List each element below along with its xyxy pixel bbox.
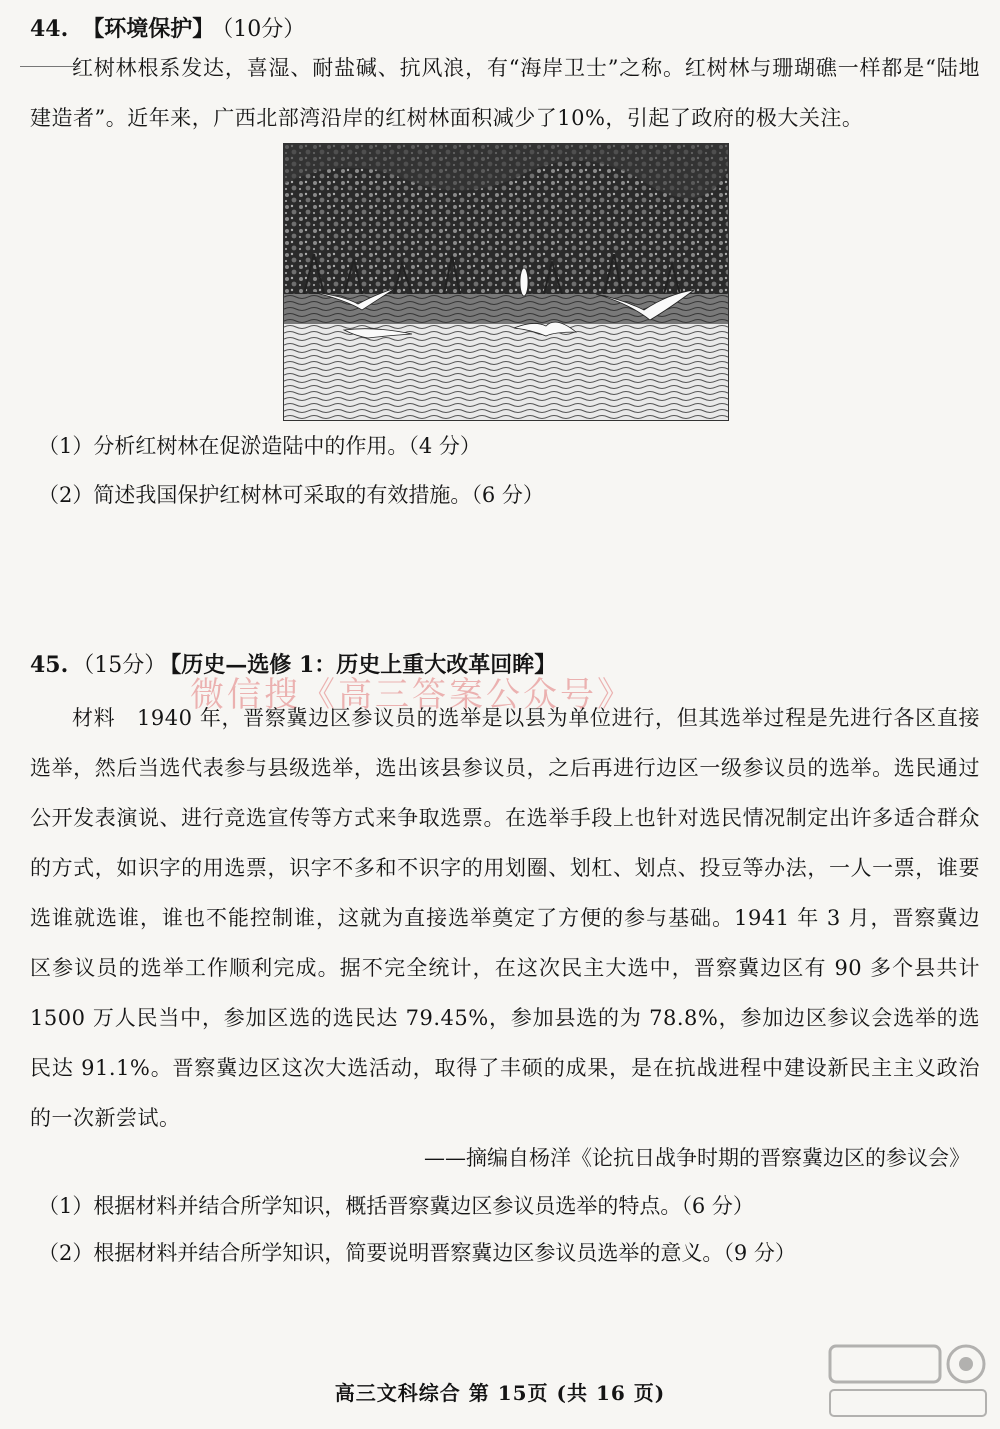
q44-sub2: （2）简述我国保护红树林可采取的有效措施。（6 分） [38, 483, 544, 507]
watermark-text: 微信搜《高三答案公众号》 [190, 675, 634, 715]
q44-number: 44. [30, 16, 69, 42]
q45-number: 45. [30, 652, 69, 678]
q44-header [30, 18, 305, 41]
q45-sub2: （2）根据材料并结合所学知识，简要说明晋察冀边区参议员选举的意义。（9 分） [38, 1241, 796, 1265]
q44-sub1: （1）分析红树林在促淤造陆中的作用。（4 分） [38, 434, 481, 458]
site-logo [826, 1336, 990, 1420]
q44-tag: 【环境保护】 [82, 16, 215, 42]
q45-tag: 【历史—选修 1：历史上重大改革回眸】 [170, 652, 557, 678]
q45-material: 材料 1940 年，晋察冀边区参议员的选举是以县为单位进行，但其选举过程是先进行各区直接选举，然后当选代表参与县级选举，选出该县参议员，之后再进行边区一级参议员的选举。选民通过公开发表演说、进行竞选宣传等方式来争取选票。在选举手段上也针对选民情况制定出许多适合群众的方式，如识字的用选票，识字不多和不识字的用划圈、划杠、划点、投豆等办法，一人一票，谁要选谁就选谁，谁也不能控制谁，这就为直接选举奠定了方便的参与基础。1941 年 3 月，晋察冀边区参议员的选举工作顺利完成。据不完全统计，在这次民主大选中，晋察冀边区有 90 多个县共计 1500 万人民当中，参加区选的选民达 79.45%，参加县选的为 78.8%，参加边区参议会选举的选民达 91.1%。晋察冀边区这次大选活动，取得了丰硕的成果，是在抗战进程中建设新民主主义政治的一次新尝试。 [30, 706, 980, 1130]
q45-source: ——摘编自杨洋《论抗日战争时期的晋察冀边区的参议会》 [424, 1146, 970, 1170]
logo-mark-icon [826, 1336, 990, 1420]
mangrove-photo [283, 143, 729, 421]
q45-points: （15分） [72, 653, 167, 678]
q44-points: （10分） [222, 17, 306, 42]
page-footer: 高三文科综合 第 15页 (共 16 页) [334, 1381, 666, 1405]
q45-sub1: （1）根据材料并结合所学知识，概括晋察冀边区参议员选举的特点。（6 分） [38, 1194, 754, 1218]
q44-material: 红树林根系发达，喜湿、耐盐碱、抗风浪，有“海岸卫士”之称。红树林与珊瑚礁一样都是“陆地建造者”。近年来，广西北部湾沿岸的红树林面积减少了10%，引起了政府的极大关注。 [30, 56, 980, 130]
